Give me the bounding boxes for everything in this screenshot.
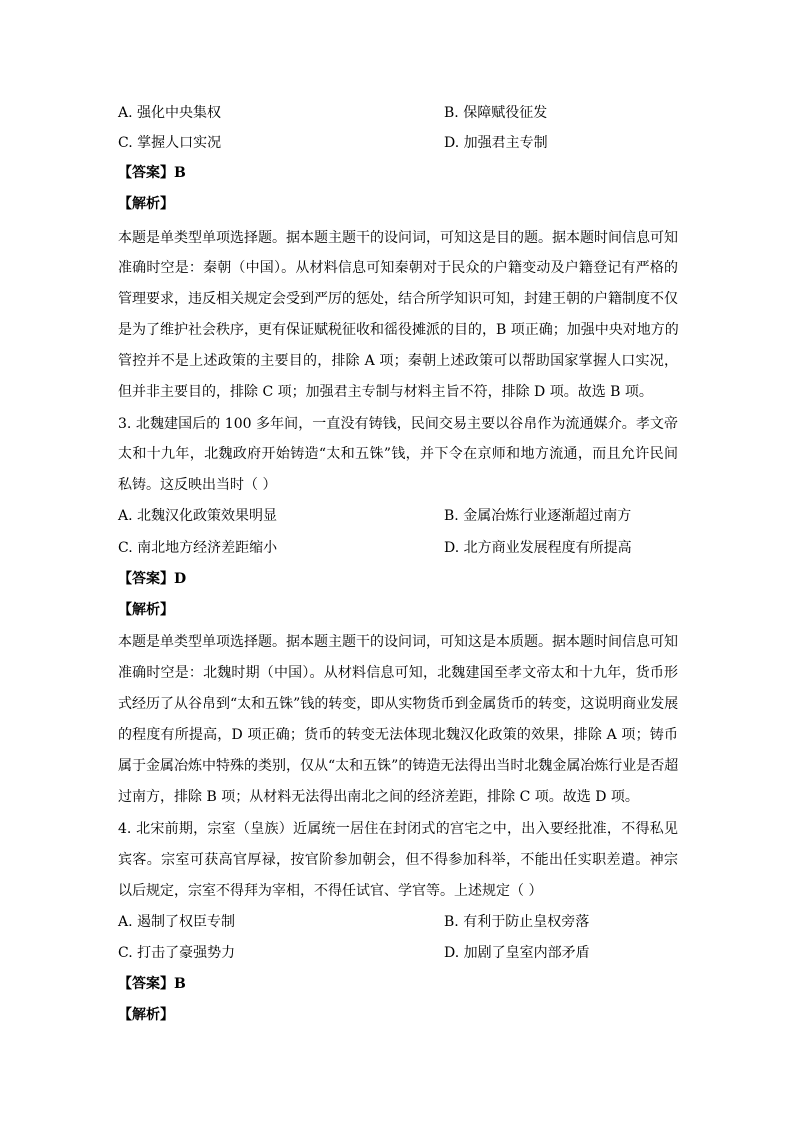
- q3-analysis-line: 属于金属冶炼中特殊的类别，仅从“太和五铢”的铸造无法得出当时北魏金属冶炼行业是否超: [118, 758, 679, 774]
- q4-option-a: A. 遏制了权臣专制: [118, 914, 236, 930]
- q4-option-d: D. 加剧了皇室内部矛盾: [444, 945, 590, 961]
- q3-stem-line: 3. 北魏建国后的 100 多年间，一直没有铸钱，民间交易主要以谷帛作为流通媒介。孝文帝: [118, 416, 678, 432]
- q2-option-d: D. 加强君主专制: [444, 135, 548, 151]
- q3-analysis-line: 过南方，排除 B 项；从材料无法得出南北之间的经济差距，排除 C 项。故选 D 项。: [118, 789, 639, 805]
- q3-analysis-line: 本题是单类型单项选择题。据本题主题干的设问词，可知这是本质题。据本题时间信息可知: [118, 634, 678, 650]
- q4-option-b: B. 有利于防止皇权旁落: [444, 914, 590, 930]
- q4-stem-line: 以后规定，宗室不得拜为宰相，不得任试官、学官等。上述规定（ ）: [118, 883, 543, 899]
- q2-analysis-label: 【解析】: [118, 196, 174, 212]
- q2-analysis-line: 准确时空是：秦朝（中国）。从材料信息可知秦朝对于民众的户籍变动及户籍登记有严格的: [118, 260, 678, 276]
- q4-option-c: C. 打击了豪强势力: [118, 945, 236, 961]
- q4-stem-line: 4. 北宋前期，宗室（皇族）近属统一居住在封闭式的宫宅之中，出入要经批准，不得私见: [118, 821, 678, 837]
- q2-analysis-line: 本题是单类型单项选择题。据本题主题干的设问词，可知这是目的题。据本题时间信息可知: [118, 230, 678, 246]
- q2-option-a: A. 强化中央集权: [118, 105, 222, 121]
- q3-option-d: D. 北方商业发展程度有所提高: [444, 540, 632, 556]
- q2-analysis-line: 是为了维护社会秩序，更有保证赋税征收和徭役摊派的目的，B 项正确；加强中央对地方的: [118, 322, 679, 338]
- q2-analysis-line: 管理要求，违反相关规定会受到严厉的惩处，结合所学知识可知，封建王朝的户籍制度不仅: [118, 291, 678, 307]
- q3-analysis-line: 准确时空是：北魏时期（中国）。从材料信息可知，北魏建国至孝文帝太和十九年，货币形: [118, 665, 678, 681]
- q2-option-b: B. 保障赋役征发: [444, 105, 548, 121]
- q3-analysis-line: 式经历了从谷帛到“太和五铢”钱的转变，即从实物货币到金属货币的转变，这说明商业发展: [118, 696, 679, 712]
- q3-analysis-line: 的程度有所提高，D 项正确；货币的转变无法体现北魏汉化政策的效果，排除 A 项；铸币: [118, 727, 678, 743]
- q3-analysis-label: 【解析】: [118, 602, 174, 618]
- q2-option-c: C. 掌握人口实况: [118, 135, 222, 151]
- q4-answer: 【答案】B: [118, 976, 186, 992]
- q2-analysis-line: 管控并不是上述政策的主要目的，排除 A 项；秦朝上述政策可以帮助国家掌握人口实况，: [118, 353, 678, 369]
- q4-analysis-label: 【解析】: [118, 1007, 174, 1023]
- q2-answer: 【答案】B: [118, 165, 186, 181]
- q4-stem-line: 宾客。宗室可获高官厚禄，按官阶参加朝会，但不得参加科举，不能出任实职差遣。神宗: [118, 852, 678, 868]
- q3-option-b: B. 金属冶炼行业逐渐超过南方: [444, 508, 632, 524]
- q3-option-c: C. 南北地方经济差距缩小: [118, 540, 278, 556]
- q3-stem-line: 太和十九年，北魏政府开始铸造“太和五铢”钱，并下令在京师和地方流通，而且允许民间: [118, 446, 678, 462]
- q3-stem-line: 私铸。这反映出当时（ ）: [118, 477, 277, 493]
- q3-answer: 【答案】D: [118, 571, 187, 587]
- q3-option-a: A. 北魏汉化政策效果明显: [118, 508, 278, 524]
- q2-analysis-line: 但并非主要目的，排除 C 项；加强君主专制与材料主旨不符，排除 D 项。故选 B 项。: [118, 384, 653, 400]
